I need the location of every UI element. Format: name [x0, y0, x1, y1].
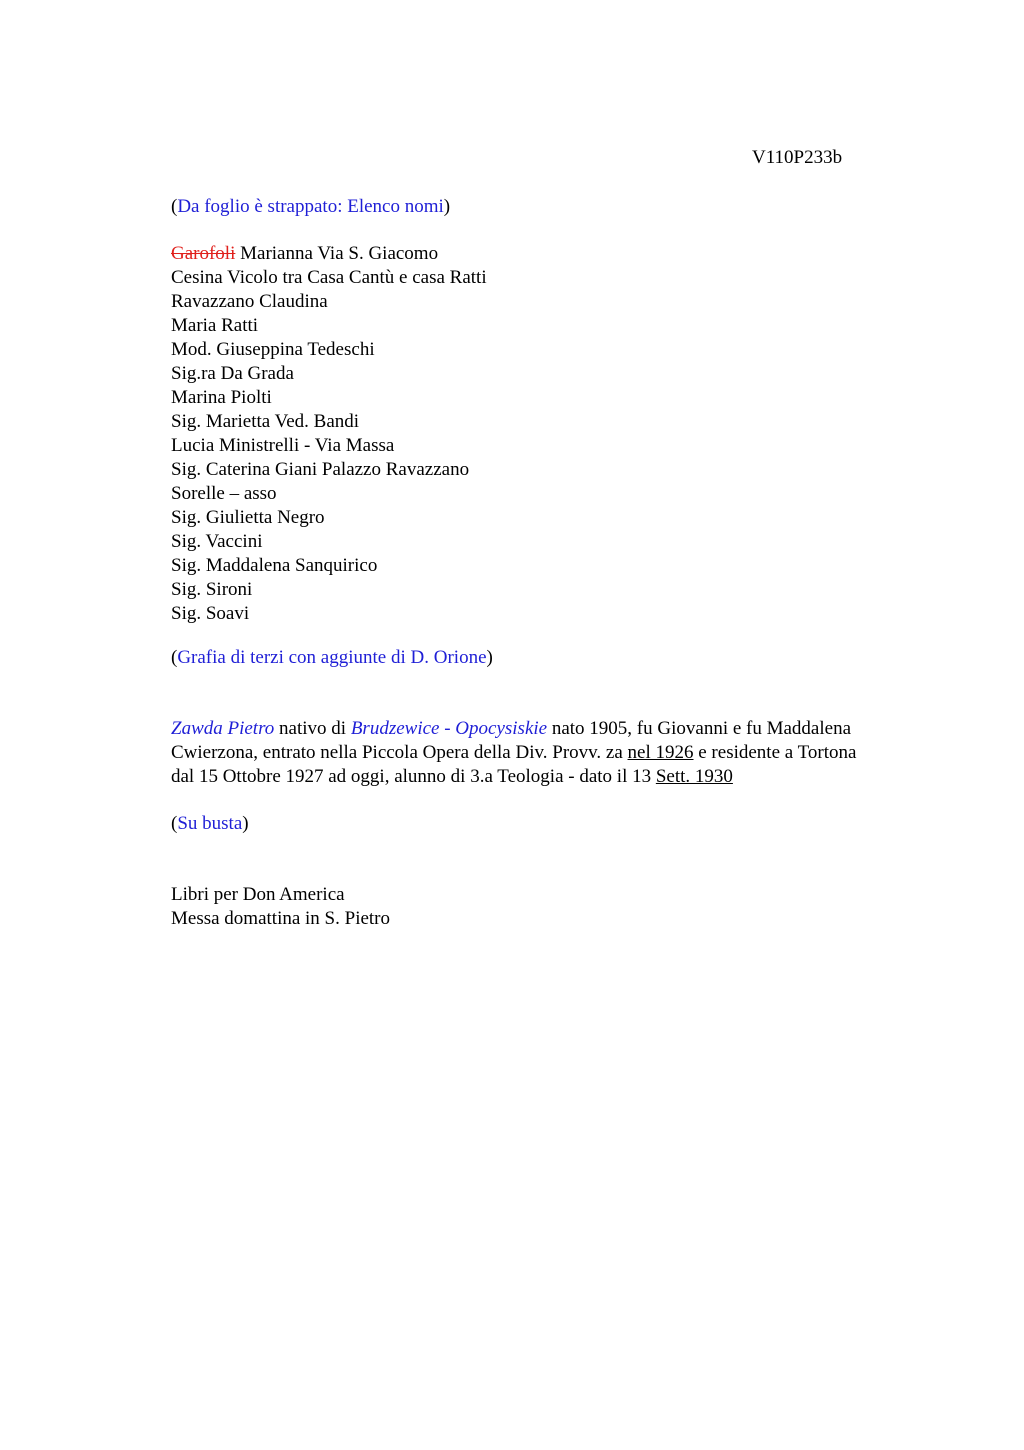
place-name: Brudzewice - Opocysiskie [350, 718, 548, 739]
list-item: Sig. Soavi [171, 603, 250, 624]
person-name: Zawda Pietro [171, 718, 275, 739]
note-paren-close: ) [443, 196, 451, 217]
underlined-date: nel 1926 [627, 742, 694, 763]
list-item: Ravazzano Claudina [171, 291, 328, 312]
note-paren-close: ) [242, 813, 249, 834]
note-text: Grafia di terzi con aggiunte di D. Orione [177, 647, 487, 668]
editorial-note-third-party [171, 646, 931, 670]
editorial-note-envelope [171, 812, 931, 836]
list-item: Sig. Sironi [171, 579, 253, 600]
list-item: Sorelle – asso [171, 483, 277, 504]
editorial-note-torn-sheet [171, 195, 931, 219]
list-item: Sig. Maddalena Sanquirico [171, 555, 378, 576]
paragraph-line: Cwierzona, entrato nella Piccola Opera della Div. Provv. za nel 1926 e residente a Tortona [171, 742, 857, 763]
note-paren-open: ( [171, 196, 178, 217]
envelope-line: Libri per Don America [171, 884, 345, 905]
list-item: Sig. Marietta Ved. Bandi [171, 411, 360, 432]
envelope-text [171, 883, 931, 931]
note-paren-close: ) [486, 647, 493, 668]
note-paren-open: ( [171, 647, 178, 668]
list-item: Sig. Caterina Giani Palazzo Ravazzano [171, 459, 470, 480]
paragraph-line: dal 15 Ottobre 1927 ad oggi, alunno di 3.a Teologia - dato il 13 Sett. 1930 [171, 766, 733, 787]
list-item: Sig.ra Da Grada [171, 363, 294, 384]
list-item: Marina Piolti [171, 387, 272, 408]
list-item: Sig. Vaccini [171, 531, 263, 552]
list-item: Cesina Vicolo tra Casa Cantù e casa Ratti [171, 267, 487, 288]
struck-word: Garofoli [171, 243, 236, 264]
envelope-line: Messa domattina in S. Pietro [171, 908, 391, 929]
list-item-text: Marianna Via S. Giacomo [235, 243, 439, 264]
note-text: Da foglio è strappato: Elenco nomi [177, 196, 444, 217]
note-paren-open: ( [171, 813, 178, 834]
list-item: Sig. Giulietta Negro [171, 507, 325, 528]
list-item: Mod. Giuseppina Tedeschi [171, 339, 375, 360]
paragraph-line: Zawda Pietro nativo di Brudzewice - Opocysiskie nato 1905, fu Giovanni e fu Maddalena [171, 718, 852, 739]
page-reference: V110P233b [752, 147, 843, 168]
list-item [171, 242, 931, 266]
list-item: Lucia Ministrelli - Via Massa [171, 435, 395, 456]
note-text: Su busta [177, 813, 243, 834]
certificate-paragraph [171, 717, 931, 789]
underlined-date: Sett. 1930 [655, 766, 733, 787]
names-list [171, 242, 931, 626]
list-item: Maria Ratti [171, 315, 259, 336]
